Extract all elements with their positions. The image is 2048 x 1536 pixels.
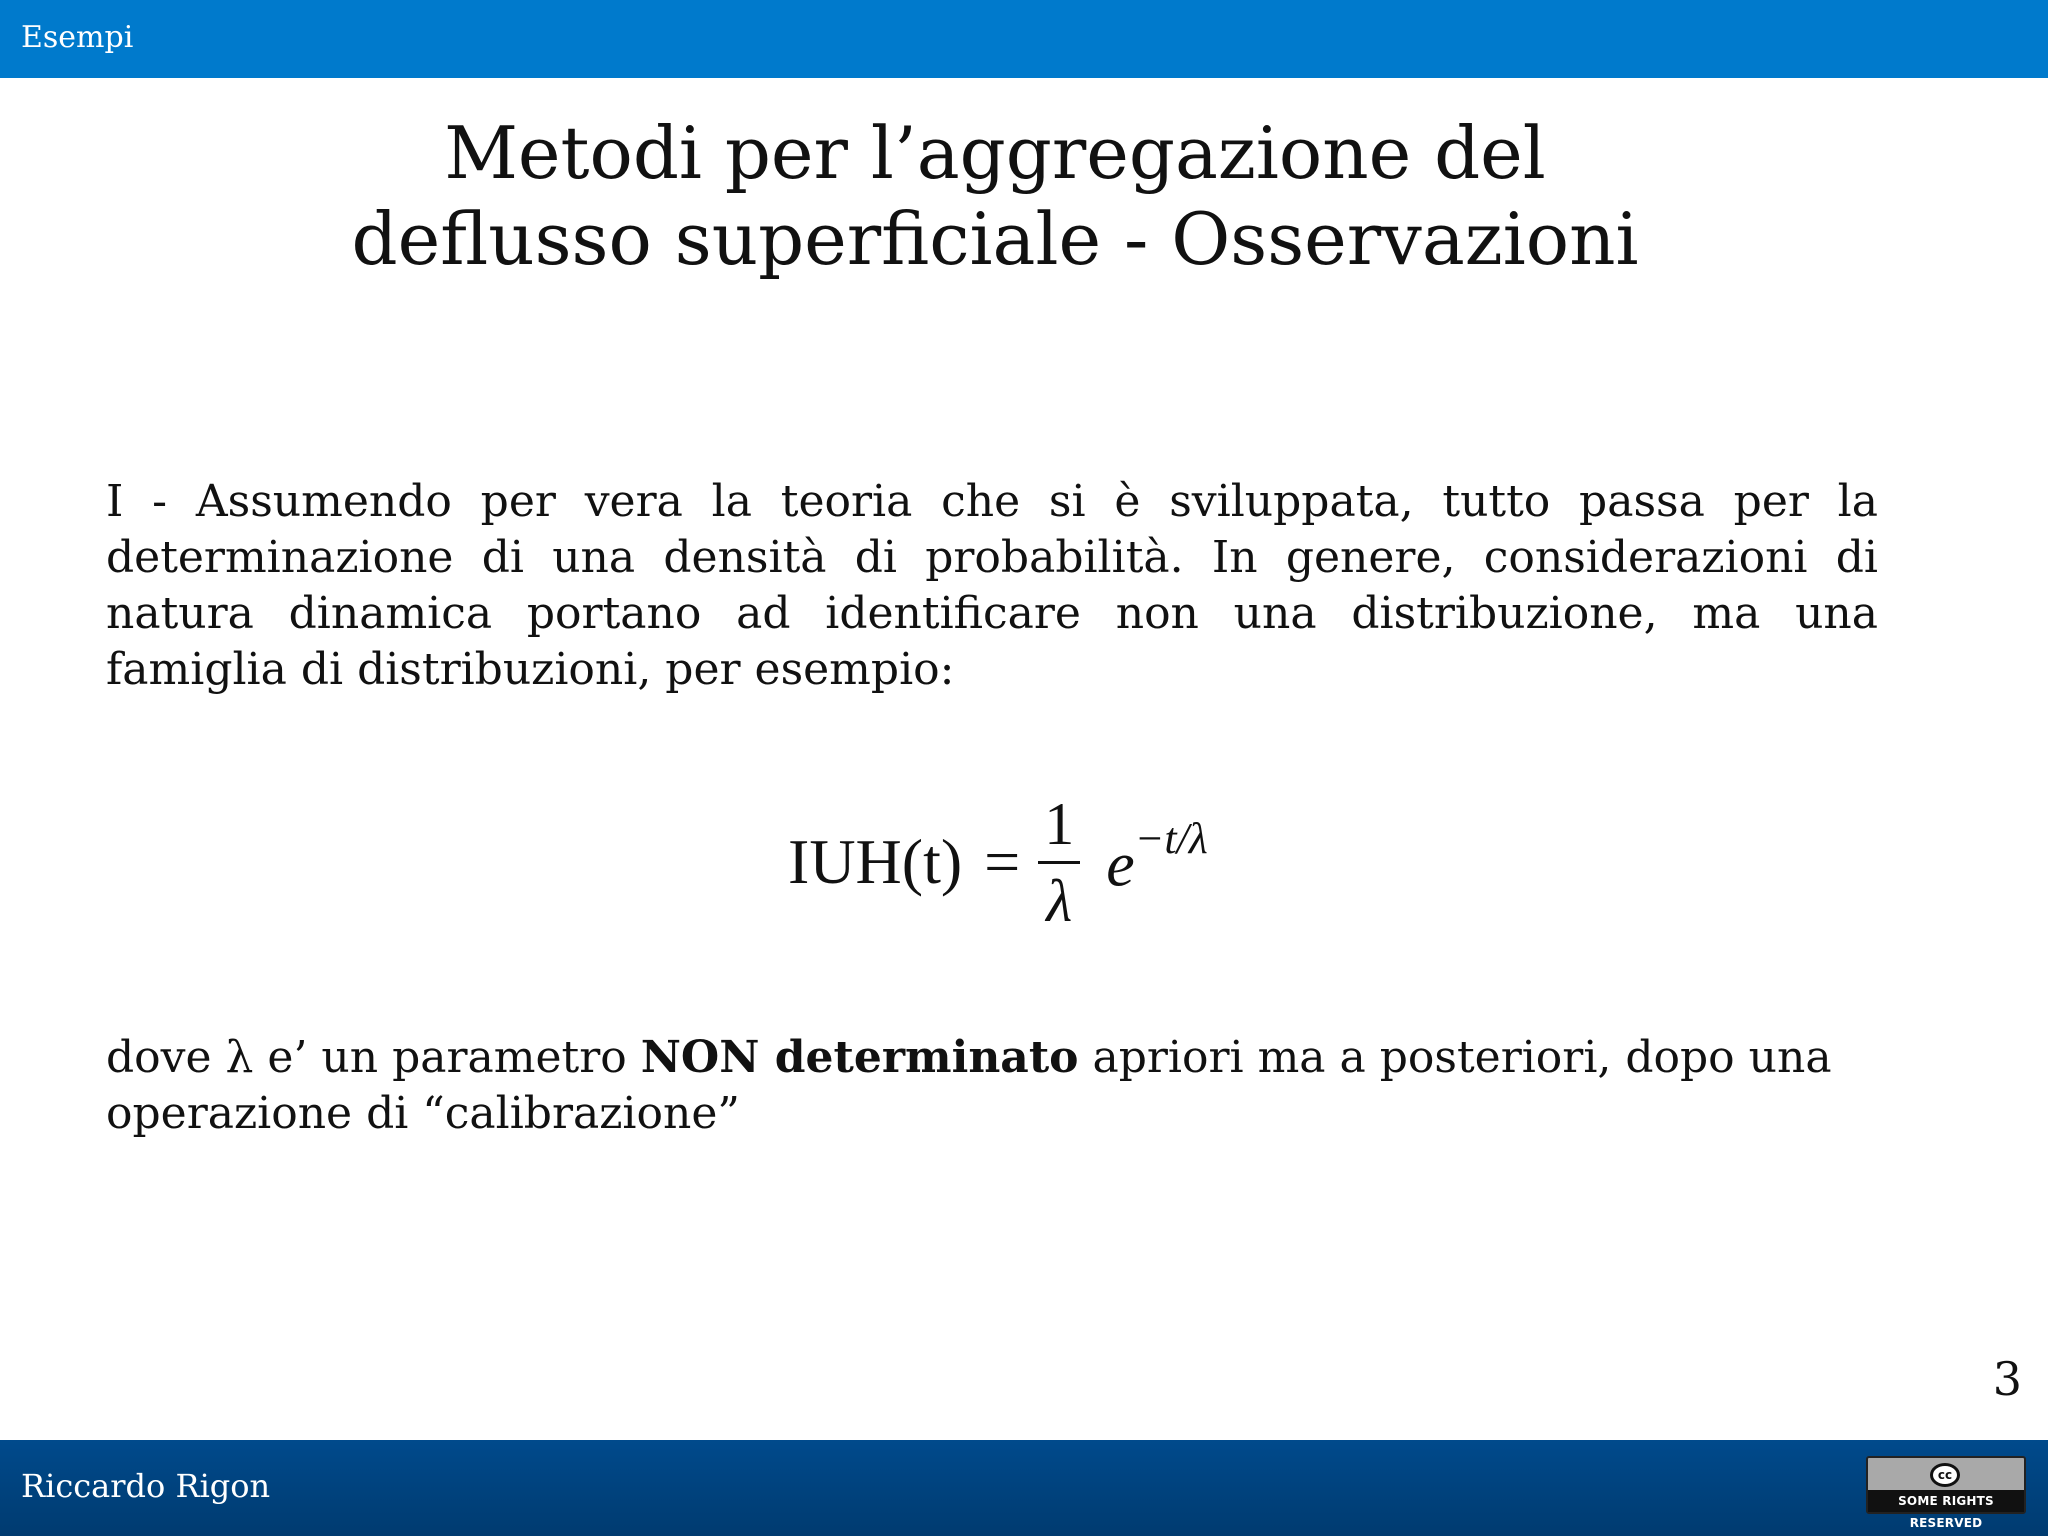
formula-lhs: IUH(t) <box>788 826 963 897</box>
formula-denominator: λ <box>1046 867 1073 934</box>
slide-title-line-2: deflusso superficiale - Osservazioni <box>351 197 1639 281</box>
slide-title-line-1: Metodi per l’aggregazione del <box>444 111 1546 195</box>
license-label: SOME RIGHTS RESERVED <box>1868 1490 2024 1512</box>
formula-exponent: −t/λ <box>1134 813 1208 863</box>
formula-numerator: 1 <box>1044 790 1075 857</box>
section-title: Esempi <box>21 20 134 55</box>
paragraph-2-after: apriori ma a posteriori, dopo una operazione di “calibrazione” <box>106 1032 1832 1139</box>
paragraph-2-before: dove λ e’ un parametro <box>106 1032 641 1083</box>
body-paragraph-2 <box>106 1030 1878 1142</box>
formula-base: e <box>1106 828 1135 900</box>
top-bar <box>0 0 2048 78</box>
bottom-bar <box>0 1440 2048 1536</box>
creative-commons-badge[interactable] <box>1866 1456 2026 1530</box>
page-number: 3 <box>1992 1352 2022 1406</box>
slide-title <box>190 110 1800 282</box>
formula-equals: = <box>984 826 1021 897</box>
cc-icon: cc <box>1930 1463 1960 1487</box>
formula-fraction <box>1038 791 1080 934</box>
paragraph-2-bold: NON determinato <box>640 1032 1079 1083</box>
iuh-formula <box>788 782 1208 942</box>
fraction-bar <box>1038 861 1080 864</box>
formula-exponential <box>1106 813 1208 901</box>
author-name: Riccardo Rigon <box>21 1467 271 1505</box>
body-paragraph-1: I - Assumendo per vera la teoria che si è sviluppata, tutto passa per la determinazione di una densità di probabilità. In genere, considerazioni di natura dinamica portano ad identificare non una distribuzione, ma una famiglia di distribuzioni, per esempio: <box>106 476 1878 695</box>
